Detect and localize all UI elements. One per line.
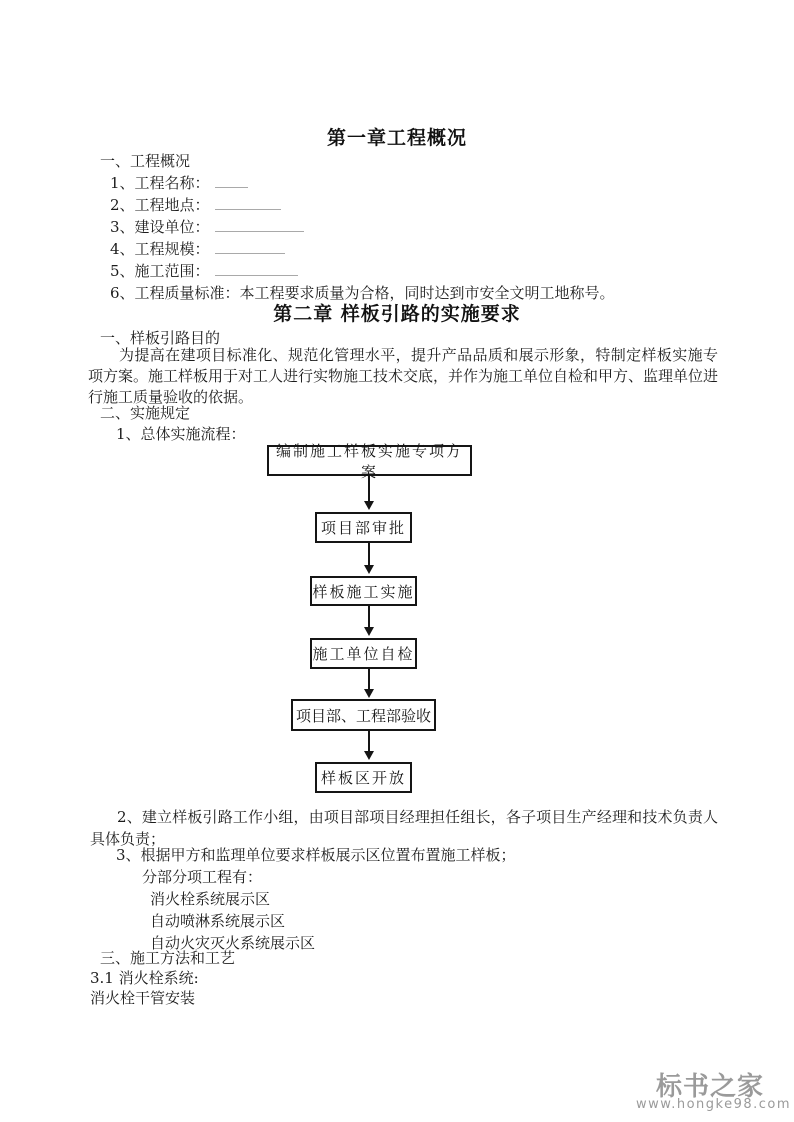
zone-item-hydrant: 消火栓系统展示区: [150, 890, 271, 908]
chapter1-body: [90, 150, 730, 304]
flow-step-model-construction: 样板施工实施: [310, 576, 417, 606]
purpose-paragraph: 为提高在建项目标准化、规范化管理水平，提升产品品质和展示形象，特制定样板实施专项方案。施工样板用于对工人进行实物施工技术交底，并作为施工单位自检和甲方、监理单位进行施工质量验收的依据。: [88, 346, 719, 406]
flow-step-project-dept-approval: 项目部审批: [315, 512, 412, 543]
field-project-location: [110, 194, 730, 216]
workgroup-item: 2、建立样板引路工作小组，由项目部项目经理担任组长，各子项目生产经理和技术负责人具体负责；: [90, 808, 718, 848]
implementation-flowchart: [0, 443, 794, 796]
field-label: 1、工程名称：: [110, 174, 210, 192]
flow-step-model-area-open: 样板区开放: [315, 762, 412, 793]
zone-item-sprinkler: 自动喷淋系统展示区: [150, 912, 286, 930]
field-label: 3、建设单位：: [110, 218, 210, 236]
method-section-label: 3.1 消火栓系统:: [90, 969, 199, 987]
watermark-brand: 标书之家: [656, 1072, 765, 1102]
field-construction-scope: [110, 260, 730, 282]
flow-step-dept-acceptance: 项目部、工程部验收: [291, 699, 436, 731]
rules-heading: 二、实施规定: [100, 404, 191, 422]
chapter1-title: 第一章工程概况: [326, 127, 467, 149]
down-arrow: [368, 543, 370, 565]
purpose-heading: 一、样板引路目的: [100, 329, 221, 347]
blank-line: [215, 196, 281, 210]
flow-step-contractor-self-check: 施工单位自检: [310, 638, 417, 669]
field-label: 5、施工范围：: [110, 262, 210, 280]
field-label: 2、工程地点：: [110, 196, 210, 214]
blank-line: [215, 218, 304, 232]
flow-intro: 1、总体实施流程：: [116, 425, 246, 443]
field-construction-unit: [110, 216, 730, 238]
blank-line: [215, 240, 285, 254]
down-arrow: [368, 731, 370, 751]
overview-heading: 一、工程概况: [100, 152, 191, 170]
down-arrow: [368, 476, 370, 501]
quality-standard-item: 6、工程质量标准：本工程要求质量为合格，同时达到市安全文明工地称号。: [110, 284, 615, 302]
chapter2-title: 第二章 样板引路的实施要求: [273, 303, 521, 325]
field-project-scale: [110, 238, 730, 260]
field-project-name: [110, 172, 730, 194]
watermark-url: www.hongke98.com: [636, 1097, 792, 1112]
blank-line: [215, 174, 248, 188]
zone-item-fire-extinguishing: 自动火灾灭火系统展示区: [150, 934, 316, 952]
field-label: 4、工程规模：: [110, 240, 210, 258]
subprojects-heading: 分部分项工程有：: [142, 868, 263, 886]
blank-line: [215, 262, 298, 276]
method-item-label: 消火栓干管安装: [90, 989, 196, 1007]
methods-heading: 三、施工方法和工艺: [100, 949, 236, 967]
flow-step-prepare-plan: 编制施工样板实施专项方案: [267, 445, 472, 476]
down-arrow: [368, 669, 370, 689]
down-arrow: [368, 606, 370, 627]
layout-item: 3、根据甲方和监理单位要求样板展示区位置布置施工样板；: [116, 846, 516, 864]
